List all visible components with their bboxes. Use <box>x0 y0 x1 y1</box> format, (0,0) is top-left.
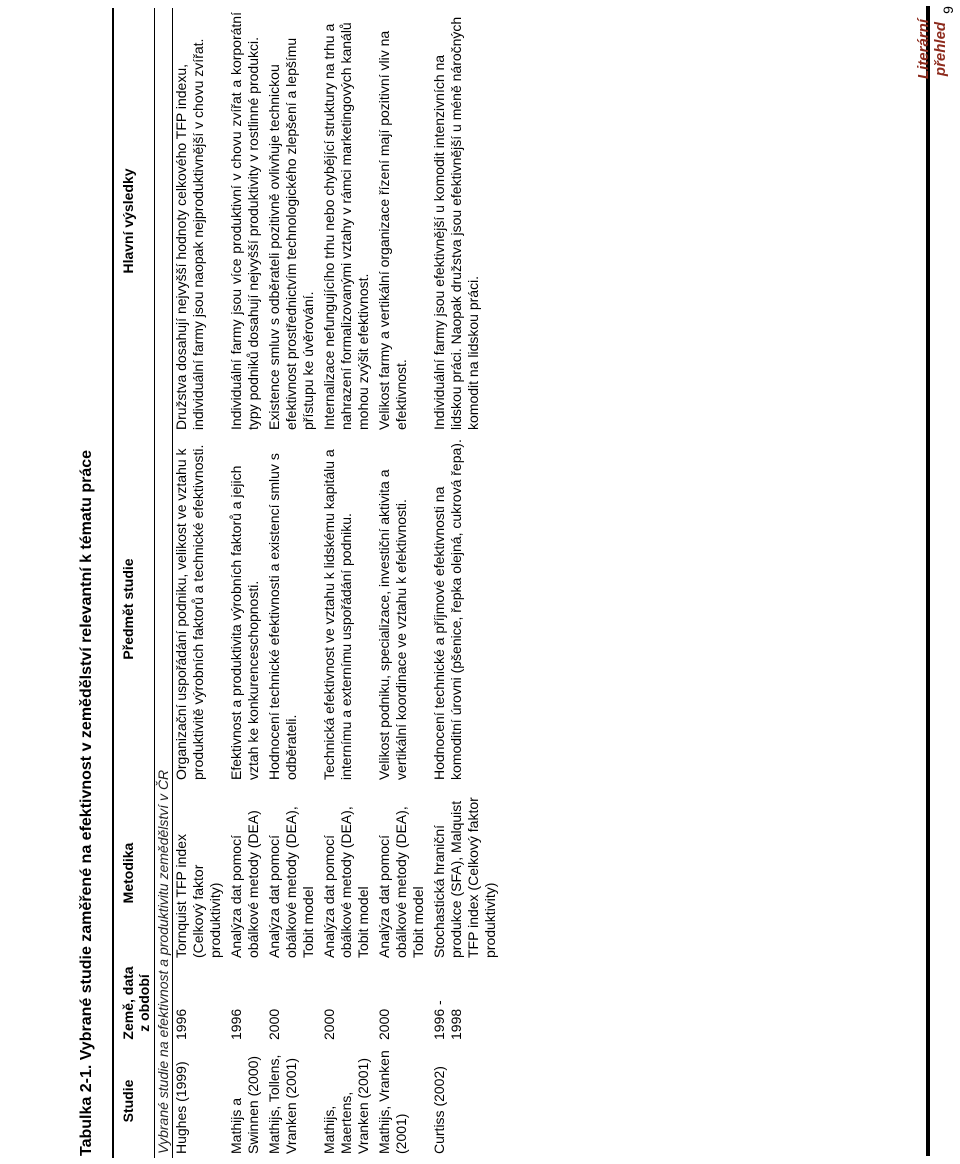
header-vysledky: Hlavní výsledky <box>113 8 155 434</box>
cell-studie: Mathijs a Swinnen (2000) <box>228 1055 261 1154</box>
header-metodika: Metodika <box>113 784 155 962</box>
header-studie: Studie <box>113 1044 155 1158</box>
cell-zeme: 2000 <box>376 1008 392 1040</box>
cell-zeme: 2000 <box>266 1008 282 1040</box>
cell-predmet: Hodnocení technické efektivnosti a existencí smluv s odběrateli. <box>266 453 299 780</box>
table-caption: Tabulka 2-1. Vybrané studie zaměřené na efektivnost v zemědělství relevantní k tématu práce <box>78 449 95 1156</box>
cell-zeme: 2000 <box>321 1008 337 1040</box>
table-row <box>228 8 266 1158</box>
cell-metodika: Analýza dat pomocí obálkové metody (DEA) <box>228 810 261 958</box>
cell-predmet: Organizační uspořádání podniku, velikost ve vztahu k produktivitě výrobních faktorů a technické efektivnosti. <box>173 444 206 780</box>
cell-zeme: 1996 <box>228 1008 244 1040</box>
table-row <box>376 8 431 1158</box>
cell-predmet: Technická efektivnost ve vztahu k lidskému kapitálu a internímu a externímu uspořádání podniku. <box>321 449 354 780</box>
cell-predmet: Efektivnost a produktivita výrobních faktorů a jejich vztah ke konkurenceschopnosti. <box>228 465 261 780</box>
cell-studie: Mathijs, Maertens, Vranken (2001) <box>321 1058 371 1154</box>
cell-studie: Mathijs, Vranken (2001) <box>376 1050 409 1154</box>
cell-zeme: 1996 - 1998 <box>431 1000 464 1040</box>
table-row <box>321 8 376 1158</box>
cell-vysledky: Individuální farmy jsou efektivnější u komodit intenzivních na lidskou práci. Naopak družstva jsou efektivnější u méně náročných komodit na lidskou práci. <box>431 16 481 430</box>
table-row <box>173 8 229 1158</box>
header-predmet: Předmět studie <box>113 434 155 784</box>
cell-metodika: Stochastická hraniční produkce (SFA), Malquist TFP index (Celkový faktor produktivity) <box>431 797 498 958</box>
cell-vysledky: Velikost farmy a vertikální organizace řízení mají pozitivní vliv na efektivnost. <box>376 30 409 430</box>
cell-studie: Hughes (1999) <box>173 1061 189 1154</box>
page-number: 9 <box>940 6 956 14</box>
section-label: Literární přehled <box>915 19 949 80</box>
cell-studie: Mathijs, Tollens, Vranken (2001) <box>266 1054 299 1154</box>
section-row <box>155 8 173 1158</box>
cell-predmet: Hodnocení technické a příjmové efektivnosti na komoditní úrovni (pšenice, řepka olejná, cukrová řepa). <box>431 439 464 780</box>
cell-vysledky: Individuální farmy jsou více produktivní v chovu zvířat a korporátní typy podniků dosahují nejvyšší produktivity v rostlinné produkci. <box>228 12 261 430</box>
cell-metodika: Analýza dat pomocí obálkové metody (DEA), Tobit model <box>266 806 316 958</box>
cell-metodika: Analýza dat pomocí obálkové metody (DEA), Tobit model <box>321 806 371 958</box>
header-rule <box>926 6 930 1156</box>
section-title: Vybrané studie na efektivnost a produktivitu zemědělství v ČR <box>155 8 173 1158</box>
cell-vysledky: Existence smluv s odběrateli pozitivně ovlivňuje technickou efektivnost prostřednictvím technologického zlepšení a lepšímu přístupu ke úvěrování. <box>266 37 316 430</box>
cell-vysledky: Družstva dosahují nejvyšší hodnoty celkového TFP indexu, individuální farmy jsou naopak nejproduktivnější v chovu zvířat. <box>173 38 206 430</box>
cell-metodika: Tornquist TFP index (Celkový faktor produktivity) <box>173 834 223 958</box>
section-header <box>914 0 954 1150</box>
table-row <box>431 8 503 1158</box>
cell-predmet: Velikost podniku, specializace, investiční aktivita a vertikální koordinace ve vztahu k efektivnosti. <box>376 469 409 780</box>
cell-metodika: Analýza dat pomocí obálkové metody (DEA), Tobit model <box>376 806 426 958</box>
table-header-row <box>113 8 155 1158</box>
table-row <box>266 8 321 1158</box>
cell-studie: Curtiss (2002) <box>431 1066 447 1154</box>
cell-vysledky: Internalizace nefungujícího trhu nebo chybějící struktury na trhu a nahrazení formalizovanými vztahy v rámci marketingových kanálů mohou zvýšit efektivnost. <box>321 22 371 430</box>
studies-table <box>112 8 503 1158</box>
cell-zeme: 1996 <box>173 1008 189 1040</box>
header-zeme: Země, data z období <box>113 962 155 1044</box>
